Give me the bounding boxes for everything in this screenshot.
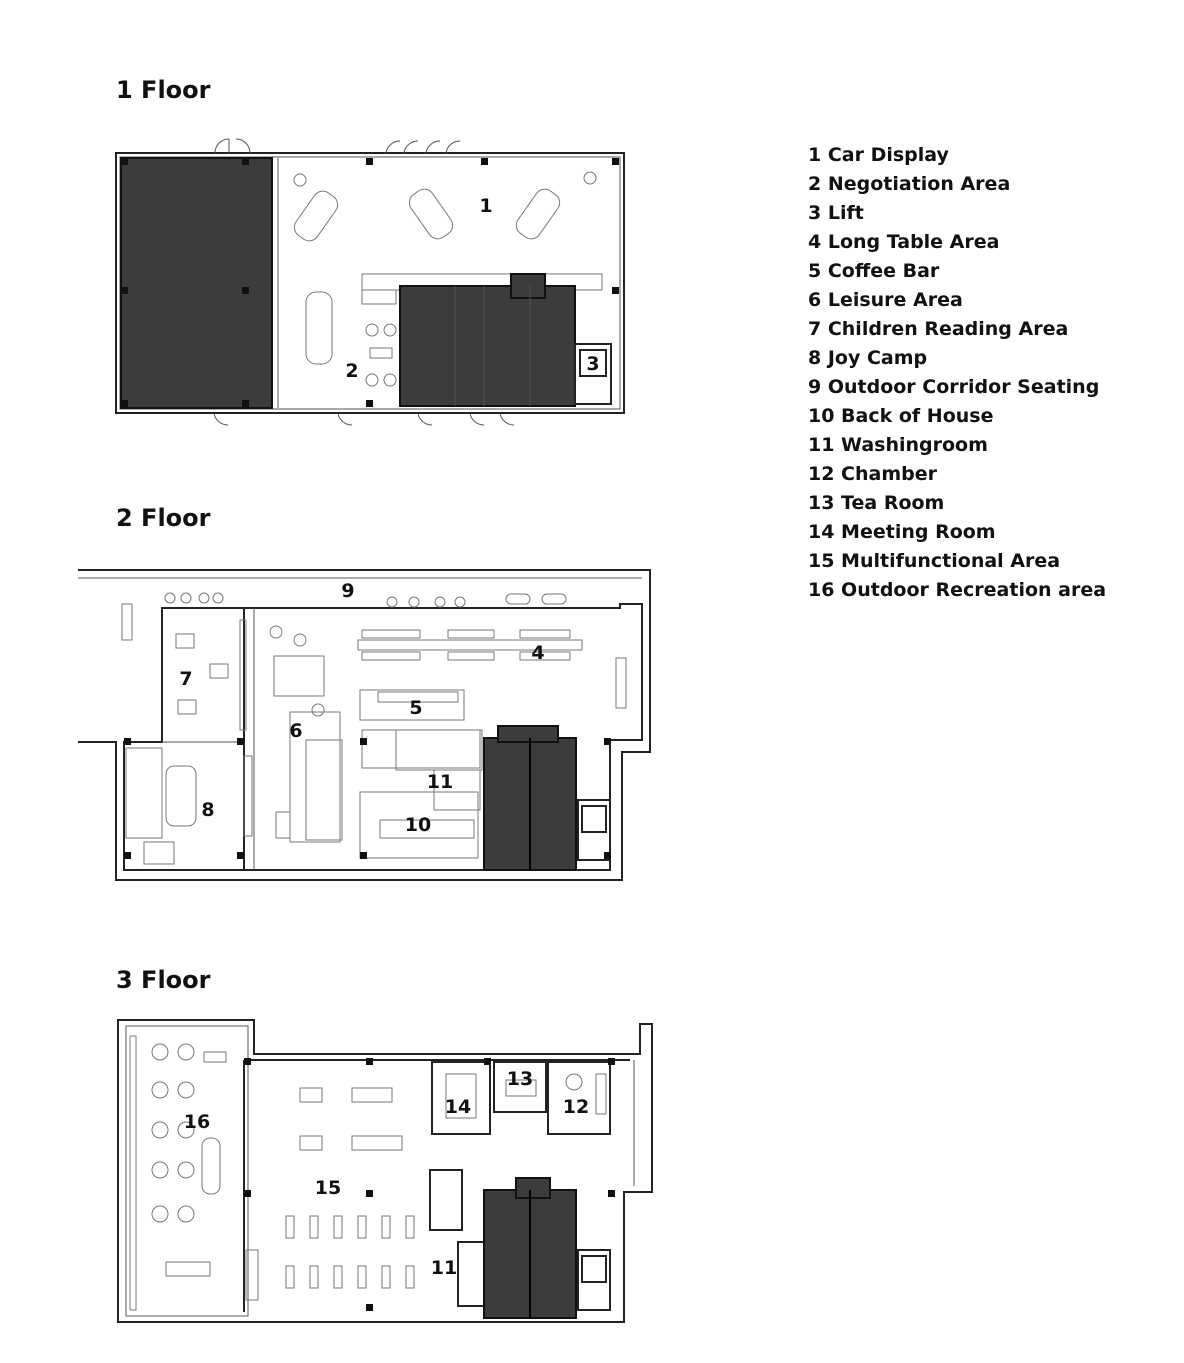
legend-item: 2 Negotiation Area [808,173,1011,195]
floor-1-dark-block [121,158,272,408]
floor-2-label-11: 11 [426,771,454,793]
legend-item: 8 Joy Camp [808,347,928,369]
floor-2-label-9: 9 [341,580,355,602]
floor-1-plan [116,139,624,425]
legend-item: 1 Car Display [808,144,949,166]
legend-item: 6 Leisure Area [808,289,963,311]
floor-2-plan [78,570,650,880]
floor-3-label-16: 16 [183,1111,211,1133]
floor-3-label-11: 11 [430,1257,458,1279]
legend-item: 15 Multifunctional Area [808,550,1061,572]
floor-1-label-3: 3 [586,353,600,375]
floor-2-label-7: 7 [179,668,193,690]
legend-item: 5 Coffee Bar [808,260,940,282]
floor-1-label-1: 1 [479,195,493,217]
legend-item: 7 Children Reading Area [808,318,1069,340]
floor-3-label-15: 15 [314,1177,342,1199]
floor-2-label-8: 8 [201,799,215,821]
floor-2-title: 2 Floor [116,504,211,532]
legend-item: 11 Washingroom [808,434,988,456]
legend-item: 12 Chamber [808,463,938,485]
legend-item: 13 Tea Room [808,492,945,514]
floor-3-label-13: 13 [506,1068,534,1090]
legend-item: 9 Outdoor Corridor Seating [808,376,1100,398]
legend-item: 3 Lift [808,202,864,224]
legend-item: 4 Long Table Area [808,231,1000,253]
legend-item: 14 Meeting Room [808,521,996,543]
floor-1-label-2: 2 [345,360,359,382]
floor-3-label-12: 12 [562,1096,590,1118]
floor-3-title: 3 Floor [116,966,211,994]
legend-item: 16 Outdoor Recreation area [808,579,1107,601]
floor-1-title: 1 Floor [116,76,211,104]
floor-3-plan [118,1020,652,1322]
floor-2-label-10: 10 [404,814,432,836]
floor-3-label-14: 14 [444,1096,472,1118]
floor-2-label-6: 6 [289,720,303,742]
floor-2-label-5: 5 [409,697,423,719]
floor-2-label-4: 4 [531,642,545,664]
legend-item: 10 Back of House [808,405,994,427]
